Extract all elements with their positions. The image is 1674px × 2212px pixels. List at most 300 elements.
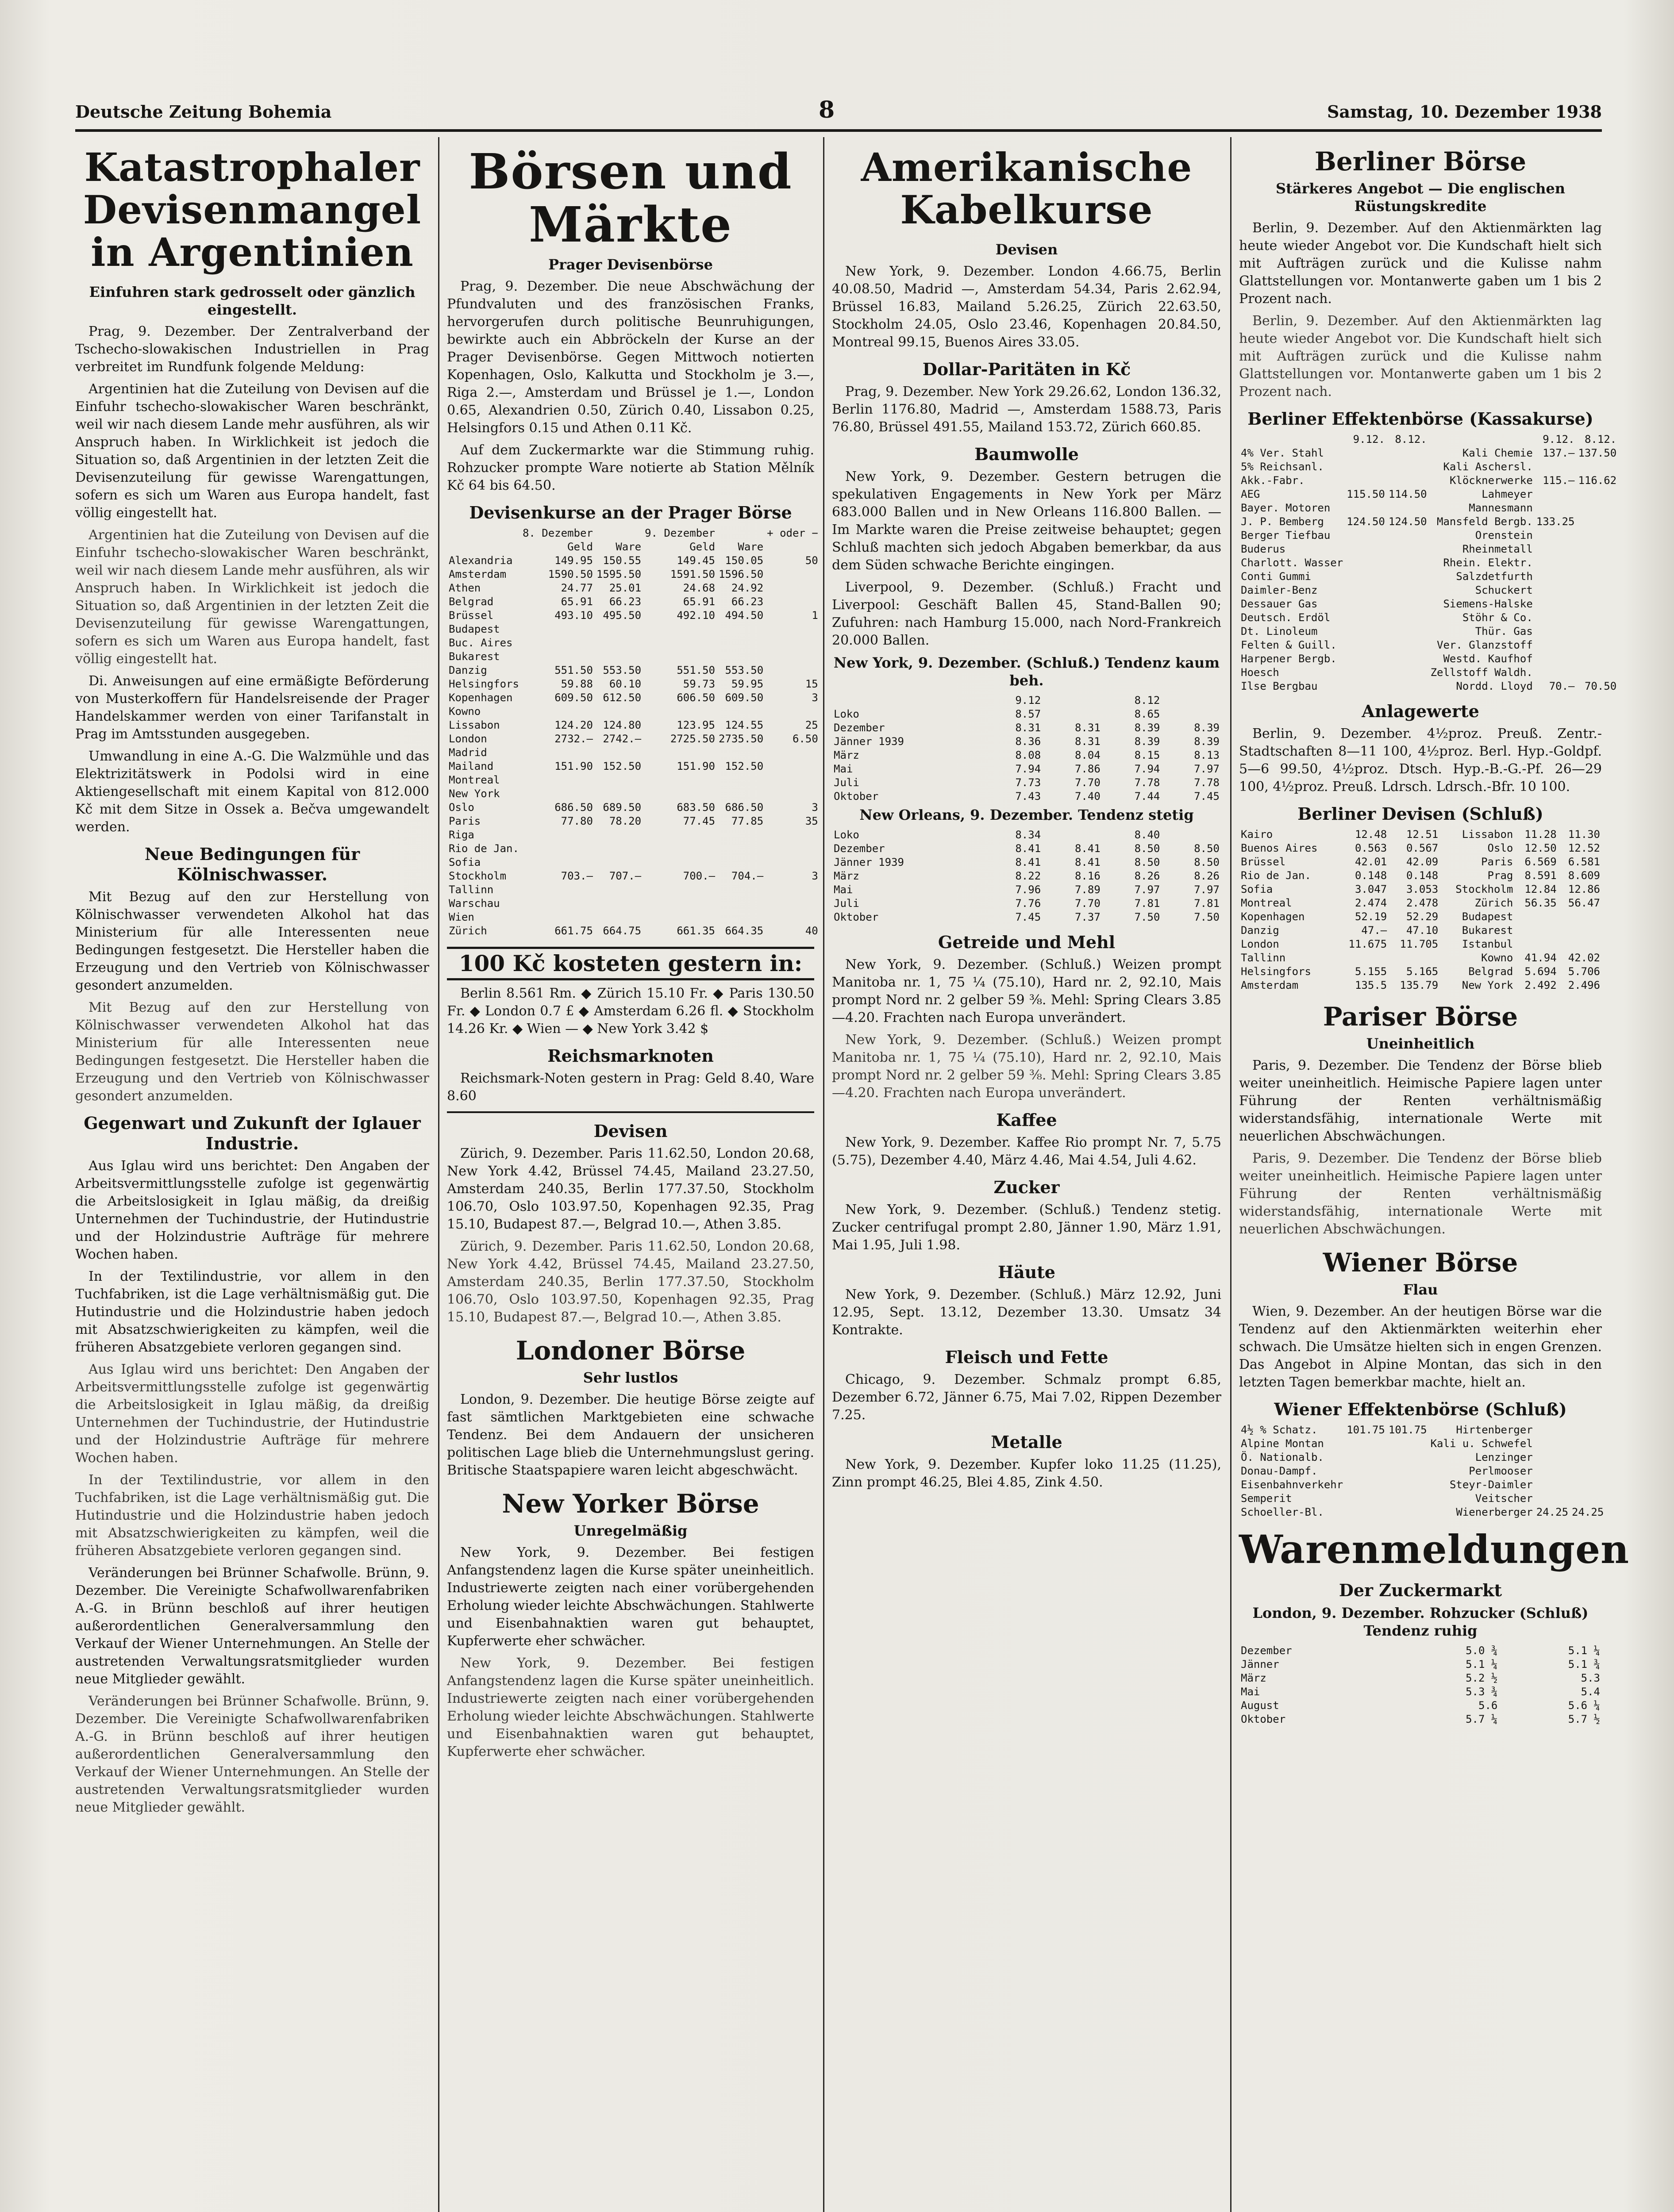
table-cell: 494.50	[725, 609, 764, 622]
table-cell	[1535, 501, 1577, 515]
table-cell: Madrid	[449, 746, 487, 759]
table-cell	[765, 883, 820, 897]
table-cell	[1345, 501, 1387, 515]
table-cell	[1535, 611, 1577, 625]
table-cell: London	[449, 733, 487, 745]
table-cell: 5.1 ¼	[1568, 1644, 1600, 1657]
table-cell: 7.50	[1134, 911, 1160, 923]
article-subtitle: Einfuhren stark gedrosselt oder gänzlich eingestellt.	[89, 284, 416, 318]
paragraph: Reichsmark-Noten gestern in Prag: Geld 8.40, Ware 8.60	[447, 1071, 814, 1104]
table-cell: 8.31	[1074, 735, 1101, 748]
table-row	[832, 694, 1221, 707]
table-cell	[643, 650, 717, 664]
table-cell: 135.5	[1355, 979, 1387, 991]
table-cell	[765, 897, 820, 910]
table-cell	[1576, 488, 1618, 501]
table-cell: 2732.—	[554, 733, 593, 745]
table-cell: März	[834, 749, 859, 761]
table-cell: Rio de Jan.	[449, 842, 519, 855]
table-cell: 7.86	[1074, 763, 1101, 775]
table-cell: Istanbul	[1462, 938, 1513, 950]
column-divider	[1230, 137, 1231, 2212]
table-cell: 7.37	[1074, 911, 1101, 923]
table-cell: 50	[805, 554, 818, 567]
table-cell: 151.90	[554, 760, 593, 772]
table-cell	[1345, 1464, 1387, 1478]
table-cell: 5.1 ¾	[1568, 1658, 1600, 1671]
table-cell	[765, 595, 820, 609]
table-cell: 5.706	[1568, 965, 1600, 978]
table-row	[447, 842, 820, 856]
table-cell: Tallinn	[1241, 952, 1286, 964]
table-cell	[595, 787, 643, 801]
table-cell: 70.50	[1584, 680, 1617, 692]
column-argentina	[75, 137, 429, 2212]
section-title: Berliner Börse	[1314, 146, 1527, 177]
table-cell: Dt. Linoleum	[1241, 625, 1318, 637]
table-row	[1239, 1685, 1602, 1699]
table-row	[832, 790, 1221, 803]
table-cell: 77.80	[561, 815, 593, 827]
paragraph: Prag, 9. Dezember. Der Zentralverband der Tschecho-slowakischen Industriellen in Prag verbreitet im Rundfunk folgende Meldung:	[75, 324, 429, 375]
table-cell: 24.92	[731, 582, 764, 594]
table-cell: 114.50	[1388, 488, 1427, 500]
table-cell: 8.36	[1015, 735, 1041, 748]
table-cell	[765, 622, 820, 636]
table-cell: Rheinmetall	[1462, 543, 1533, 555]
table-cell	[1387, 460, 1429, 474]
paragraph: Berlin, 9. Dezember. Auf den Aktienmärkten lag heute wieder Angebot vor. Die Kundschaft hielt sich mit Aufträgen zurück und die Kulisse nahm Glattstellungen vor. Montanwerte gaben um 1 bis 2 Prozent nach.	[1239, 220, 1602, 307]
table-cell: 47.—	[1361, 924, 1387, 937]
paragraph: Argentinien hat die Zuteilung von Devisen auf die Einfuhr tschecho-slowakischer Waren beschränkt, weil wir nach diesem Lande mehr ausführen, als wir Anspruch haben. In Wirklichkeit ist jedoch die Situation so, daß Argentinien in der letzten Zeit die Devisenzuteilung für gewisse Warengattungen, sofern es sich um Waren aus Europa handelt, fast völlig eingestellt hat.	[75, 527, 429, 667]
table-cell: 25.01	[609, 582, 642, 594]
table-cell: 8.16	[1074, 870, 1101, 882]
table-cell: 6.569	[1524, 856, 1557, 868]
table-cell: Charlott. Wasser	[1241, 557, 1343, 569]
paragraph: Berlin, 9. Dezember. Auf den Aktienmärkten lag heute wieder Angebot vor. Die Kundschaft hielt sich mit Aufträgen zurück und die Kulisse nahm Glattstellungen vor. Montanwerte gaben um 1 bis 2 Prozent nach.	[1239, 313, 1602, 399]
table-cell	[1535, 1437, 1570, 1451]
table-cell: 66.23	[731, 595, 764, 608]
table-cell: 2725.50	[670, 733, 716, 745]
paragraph: Veränderungen bei Brünner Schafwolle. Brünn, 9. Dezember. Die Vereinigte Schafwollwarenfabriken A.-G. in Brünn beschloß auf ihrer heutigen außerordentlichen Generalversammlung den Verkauf der Wiener Unternehmungen. An Stelle der austretenden Verwaltungsratsmitglieder wurden neue Mitglieder gewählt.	[75, 1694, 429, 1815]
table-cell	[1389, 951, 1440, 965]
table-cell: 7.76	[1015, 897, 1041, 910]
table-row	[1239, 597, 1618, 611]
table-cell	[595, 705, 643, 718]
table-cell: 7.94	[1134, 763, 1160, 775]
table-cell: Oktober	[1241, 1713, 1286, 1725]
table-cell: 5.6 ¼	[1568, 1699, 1600, 1712]
table-row	[1239, 979, 1602, 992]
column-divider	[823, 137, 824, 2212]
table-heading: London, 9. Dezember. Rohzucker (Schluß) Tendenz ruhig	[1252, 1605, 1589, 1639]
table-cell	[1429, 433, 1535, 446]
table-cell: Buenos Aires	[1241, 842, 1318, 854]
table-cell	[643, 705, 717, 718]
table-cell: 7.78	[1134, 776, 1160, 789]
table-cell: Bayer. Motoren	[1241, 502, 1331, 514]
table-heading: New Orleans, 9. Dezember. Tendenz stetig	[859, 806, 1194, 823]
table-row	[1239, 666, 1618, 680]
table-cell: 8.39	[1134, 735, 1160, 748]
table-row	[1239, 529, 1618, 542]
table-row	[447, 718, 820, 732]
table-cell: Brüssel	[449, 609, 494, 622]
table-cell	[521, 842, 595, 856]
table-cell	[521, 787, 595, 801]
table-cell: Geld	[689, 541, 716, 553]
table-cell	[1345, 611, 1387, 625]
table-cell: Geld	[567, 541, 593, 553]
table-cell: Steyr-Daimler	[1449, 1479, 1533, 1491]
table-cell: 8.65	[1134, 708, 1160, 720]
table-cell: Sofia	[1241, 883, 1273, 895]
table-cell	[765, 568, 820, 581]
table-cell: 551.50	[554, 664, 593, 676]
table-cell: 12.84	[1524, 883, 1557, 895]
table-cell: 1596.50	[719, 568, 764, 580]
table-cell	[1570, 1478, 1605, 1492]
table-cell: Ö. Nationalb.	[1241, 1451, 1324, 1463]
table-cell: Hirtenberger	[1456, 1424, 1533, 1436]
paragraph: Chicago, 9. Dezember. Schmalz prompt 6.85, Dezember 6.72, Jänner 6.75, Mai 7.02, Rippen Dezember 7.25.	[832, 1372, 1221, 1423]
column-boersen	[447, 137, 818, 2212]
table-cell: 7.43	[1015, 790, 1041, 803]
table-row	[447, 705, 820, 718]
table-cell	[1043, 707, 1102, 721]
table-cell: 1591.50	[670, 568, 716, 580]
table-cell: Stöhr & Co.	[1462, 611, 1533, 624]
paragraph: London, 9. Dezember. Die heutige Börse zeigte auf fast sämtlichen Marktgebieten eine schwache Tendenz. Bei dem Andauern der unsicheren politischen Lage blieb die Unternehmungslust gering. Britische Staatspapiere waren leicht abgeschwächt.	[447, 1392, 814, 1478]
table-cell	[1345, 597, 1387, 611]
table-cell: 78.20	[609, 815, 642, 827]
table-cell	[595, 622, 643, 636]
table-cell: 150.55	[603, 554, 642, 567]
table-row	[832, 762, 1221, 776]
table-row	[1239, 1478, 1605, 1492]
section-heading: Berliner Effektenbörse (Kassakurse)	[1247, 409, 1593, 429]
table-row	[447, 869, 820, 883]
table-cell: Budapest	[1462, 910, 1513, 923]
table-cell	[1387, 666, 1429, 680]
table-cell: 7.96	[1015, 883, 1041, 896]
table-cell: 7.81	[1134, 897, 1160, 910]
table-cell: 4½ % Schatz.	[1241, 1424, 1318, 1436]
table-cell: 52.19	[1355, 910, 1387, 923]
table-cell: 8.39	[1194, 722, 1220, 734]
table-cell: 8.08	[1015, 749, 1041, 761]
table-cell: 115.50	[1347, 488, 1385, 500]
table-cell: Oslo	[1487, 842, 1513, 854]
table-cell	[643, 787, 717, 801]
table-cell: Bukarest	[449, 650, 500, 663]
table-cell: 124.50	[1388, 515, 1427, 528]
table-cell: 133.25	[1536, 515, 1575, 528]
table-cell: Berger Tiefbau	[1241, 529, 1331, 541]
table-cell: 689.50	[603, 801, 642, 814]
table-cell: 553.50	[725, 664, 764, 676]
issue-date: Samstag, 10. Dezember 1938	[1327, 102, 1602, 122]
table-cell: 11.28	[1524, 828, 1557, 841]
table-cell: 9.12.	[1543, 433, 1575, 445]
table-cell: Thür. Gas	[1475, 625, 1533, 637]
table-cell	[1576, 542, 1618, 556]
table-cell	[1576, 638, 1618, 652]
table-row	[832, 776, 1221, 790]
table-cell: Harpener Bergb.	[1241, 653, 1337, 665]
table-cell	[1387, 474, 1429, 488]
table-cell: Nordd. Lloyd	[1456, 680, 1533, 692]
table-cell: Danzig	[449, 664, 487, 676]
paragraph: Zürich, 9. Dezember. Paris 11.62.50, London 20.68, New York 4.42, Brüssel 74.45, Mailand 23.27.50, Amsterdam 240.35, Berlin 177.37.50, Stockholm 106.70, Oslo 103.97.50, Kopenhagen 92.35, Prag 15.10, Budapest 87.—, Belgrad 10.—, Athen 3.85.	[447, 1146, 814, 1232]
table-cell: 7.89	[1074, 883, 1101, 896]
table-cell: Westd. Kaufhof	[1443, 653, 1533, 665]
paragraph: Prag, 9. Dezember. Die neue Abschwächung der Pfundvaluten und des französischen Franks, hervorgerufen durch politische Beunruhigungen, bewirkte auch ein Abbröckeln der Kurse an der Prager Devisenbörse. Gegen Mittwoch notierten Kopenhagen, Oslo, Kalkutta und Stockholm je 3.—, Riga 2.—, Amsterdam und Brüssel je 1.—, London 0.65, Alexandrien 0.50, Zürich 0.40, Lissabon 0.25, Helsingfors 0.15 und Athen 0.11 Kč.	[447, 279, 814, 436]
table-cell: Loko	[834, 829, 859, 841]
table-cell	[765, 842, 820, 856]
table-cell	[521, 897, 595, 910]
table-row	[447, 609, 820, 622]
table-cell: 24.77	[561, 582, 593, 594]
table-cell	[447, 526, 521, 540]
table-cell: Budapest	[449, 623, 500, 635]
table-row	[447, 814, 820, 828]
table-cell	[1239, 433, 1345, 446]
table-cell	[1535, 597, 1577, 611]
table-row	[447, 897, 820, 910]
table-cell: 492.10	[677, 609, 716, 622]
table-cell: Oktober	[834, 911, 879, 923]
table-cell: 8.50	[1134, 842, 1160, 855]
table-cell	[595, 650, 643, 664]
table-cell: Mansfeld Bergb.	[1437, 515, 1533, 528]
paragraph: In der Textilindustrie, vor allem in den Tuchfabriken, ist die Lage verhältnismäßig gut. Die Hutindustrie und die Holzindustrie haben jedoch mit Absatzschwierigkeiten zu kämpfen, weil die früheren Absatzgebiete verloren gegangen sind.	[75, 1269, 429, 1355]
table-row	[447, 595, 820, 609]
table-cell: 0.148	[1406, 869, 1439, 882]
berlin-devisen-table	[1239, 828, 1602, 992]
table-cell: 124.80	[603, 719, 642, 731]
table-cell: 8.34	[1015, 829, 1041, 841]
table-cell	[1387, 638, 1429, 652]
table-cell	[1345, 556, 1387, 570]
table-cell	[1345, 529, 1387, 542]
table-cell	[717, 787, 765, 801]
table-row	[1239, 896, 1602, 910]
table-cell: 8.591	[1524, 869, 1557, 882]
paragraph: Aus Iglau wird uns berichtet: Den Angaben der Arbeitsvermittlungsstelle zufolge ist gegenwärtig die Arbeitslosigkeit in Iglau mäßig, da dreißig Unternehmen der Tuchindustrie, der Hutindustrie und der Holzindustrie Aufträge für mehrere Wochen haben.	[75, 1362, 429, 1466]
table-cell: Daimler-Benz	[1241, 584, 1318, 596]
table-cell: 2742.—	[603, 733, 642, 745]
table-cell	[1535, 666, 1577, 680]
table-cell: 5.3 ¾	[1466, 1686, 1498, 1698]
table-cell: 77.85	[731, 815, 764, 827]
table-row	[1239, 1658, 1602, 1671]
column-divider	[438, 137, 439, 2212]
table-row	[1239, 910, 1602, 924]
table-cell: 7.50	[1194, 911, 1220, 923]
table-cell: 7.94	[1015, 763, 1041, 775]
table-cell	[1162, 694, 1221, 707]
table-cell: 551.50	[677, 664, 716, 676]
table-cell: Jänner 1939	[834, 856, 904, 868]
table-cell: Salzdetfurth	[1456, 570, 1533, 583]
table-cell: Siemens-Halske	[1443, 598, 1533, 610]
table-cell	[1559, 910, 1602, 924]
table-row	[447, 924, 820, 938]
table-cell: 493.10	[554, 609, 593, 622]
table-cell	[1576, 597, 1618, 611]
table-row	[1239, 1423, 1605, 1437]
table-cell	[521, 746, 595, 760]
table-cell	[1535, 1492, 1570, 1505]
section-subtitle: Stärkeres Angebot — Die englischen Rüstungskredite	[1275, 180, 1566, 215]
table-cell: 5.155	[1355, 965, 1387, 978]
table-row	[832, 735, 1221, 749]
table-cell: 5.6	[1478, 1699, 1498, 1712]
section-heading: Zucker	[993, 1177, 1060, 1197]
table-cell: 8.609	[1568, 869, 1600, 882]
paragraph: Paris, 9. Dezember. Die Tendenz der Börse blieb weiter uneinheitlich. Heimische Papiere lagen unter Führung der Renten verhältnismäßig widerstandsfähig, internationale Werte mit neuerlichen Abschwächungen.	[1239, 1058, 1602, 1144]
table-cell: Ilse Bergbau	[1241, 680, 1318, 692]
running-header	[75, 96, 1602, 127]
section-subtitle: Flau	[1403, 1281, 1438, 1298]
table-cell	[595, 897, 643, 910]
table-cell: 5.2 ½	[1466, 1672, 1498, 1684]
table-row	[832, 856, 1221, 869]
table-cell: + oder −	[767, 527, 818, 539]
table-row	[1239, 828, 1602, 841]
table-cell	[1345, 680, 1387, 693]
table-row	[1239, 652, 1618, 666]
section-title: New Yorker Börse	[502, 1489, 759, 1519]
table-cell	[643, 828, 717, 842]
table-cell: Montreal	[1241, 897, 1292, 909]
table-cell	[1576, 666, 1618, 680]
table-cell	[717, 526, 765, 540]
section-subtitle: Unregelmäßig	[573, 1522, 688, 1539]
table-cell: 0.563	[1355, 842, 1387, 854]
table-cell: Veitscher	[1475, 1492, 1533, 1505]
table-cell: Oslo	[449, 801, 474, 814]
paragraph: Mit Bezug auf den zur Herstellung von Kölnischwasser verwendeten Alkohol hat das Ministerium für alle Interessenten neue Bedingungen festgesetzt. Die Hersteller haben die Erzeugung und den Vertrieb von Kölnischwasser gesondert anzumelden.	[75, 1000, 429, 1104]
table-cell	[643, 622, 717, 636]
table-cell: Rio de Jan.	[1241, 869, 1311, 882]
section-heading: Metalle	[991, 1432, 1062, 1452]
table-cell: 137.—	[1543, 447, 1575, 459]
paragraph: New York, 9. Dezember. (Schluß.) Tendenz stetig. Zucker centrifugal prompt 2.80, Jänner 1.90, März 1.91, Mai 1.95, Juli 1.98.	[832, 1202, 1221, 1253]
table-cell: 8.41	[1074, 842, 1101, 855]
table-cell: 12.52	[1568, 842, 1600, 854]
table-cell: 42.02	[1568, 952, 1600, 964]
table-cell: 8.12.	[1395, 433, 1427, 445]
table-row	[1239, 883, 1602, 896]
sugar-table	[1239, 1644, 1602, 1726]
table-cell: Belgrad	[1468, 965, 1513, 978]
table-cell	[1387, 680, 1429, 693]
table-row	[832, 883, 1221, 897]
section-title: Börsen und Märkte	[469, 143, 793, 253]
table-cell	[717, 828, 765, 842]
table-cell	[643, 856, 717, 869]
table-cell	[521, 773, 595, 787]
table-row	[832, 828, 1221, 842]
table-cell: Ver. Glanzstoff	[1437, 639, 1533, 651]
paragraph: Wien, 9. Dezember. An der heutigen Börse war die Tendenz auf den Aktienmärkten weiterhin eher schwach. Die Umsätze hielten sich in engen Grenzen. Das Angebot in Alpine Montan, das sich in den letzten Tagen bemerkbar machte, hielt an.	[1239, 1304, 1602, 1390]
table-cell: Zellstoff Waldh.	[1430, 666, 1533, 679]
table-row	[1239, 937, 1602, 951]
table-cell: 149.45	[677, 554, 716, 567]
table-cell: Deutsch. Erdöl	[1241, 611, 1331, 624]
table-cell: 686.50	[554, 801, 593, 814]
table-cell: Amsterdam	[1241, 979, 1299, 991]
table-cell	[1162, 707, 1221, 721]
paragraph: Berlin, 9. Dezember. 4½proz. Preuß. Zentr.-Stadtschaften 8—11 100, 4½proz. Berl. Hyp.-Goldpf. 5—6 99.50, 4½proz. Dtsch. Hyp.-B.-G.-Pf. 26—29 100, 4½proz. Preuß. Ldrsch. Ldrsch.-Bfr. 10 100.	[1239, 726, 1602, 795]
table-heading: New York, 9. Dezember. (Schluß.) Tendenz kaum beh.	[833, 654, 1220, 689]
table-row	[1239, 556, 1618, 570]
table-cell: 686.50	[725, 801, 764, 814]
table-cell	[595, 636, 643, 650]
table-cell	[521, 650, 595, 664]
table-cell: Sofia	[449, 856, 481, 868]
table-cell: 612.50	[603, 691, 642, 704]
table-cell	[1535, 584, 1577, 597]
table-cell	[717, 746, 765, 760]
table-row	[1239, 584, 1618, 597]
table-row	[1239, 488, 1618, 501]
table-cell: 152.50	[603, 760, 642, 772]
table-cell: 8.12.	[1584, 433, 1617, 445]
table-row	[1239, 433, 1618, 446]
table-cell: 2735.50	[719, 733, 764, 745]
table-cell: J. P. Bemberg	[1241, 515, 1324, 528]
table-cell: 700.—	[683, 870, 716, 882]
table-cell: 4% Ver. Stahl	[1241, 447, 1324, 459]
table-cell: Oktober	[834, 790, 879, 803]
table-cell	[1576, 625, 1618, 638]
table-row	[447, 732, 820, 746]
table-cell: Dezember	[834, 722, 885, 734]
table-row	[447, 650, 820, 664]
table-cell	[1387, 611, 1429, 625]
table-cell: Helsingfors	[1241, 965, 1311, 978]
table-cell	[1387, 1451, 1429, 1464]
paragraph: Zürich, 9. Dezember. Paris 11.62.50, London 20.68, New York 4.42, Brüssel 74.45, Mailand 23.27.50, Amsterdam 240.35, Berlin 177.37.50, Stockholm 106.70, Oslo 103.97.50, Kopenhagen 92.35, Prag 15.10, Budapest 87.—, Belgrad 10.—, Athen 3.85.	[447, 1239, 814, 1325]
table-cell: 152.50	[725, 760, 764, 772]
table-title: Devisenkurse an der Prager Börse	[469, 503, 792, 522]
table-cell	[1576, 611, 1618, 625]
table-cell: 7.97	[1134, 883, 1160, 896]
paragraph: New York, 9. Dezember. Bei festigen Anfangstendenz lagen die Kurse später uneinheitlich. Industriewerte zeigten nach einer vorübergehenden Erholung wieder leichte Abschwächungen. Stahlwerte und Eisenbahnaktien waren gut behauptet, Kupferwerte eher schwächer.	[447, 1545, 814, 1649]
table-cell: 7.97	[1194, 883, 1220, 896]
table-row	[1239, 1713, 1602, 1726]
table-cell: 5.165	[1406, 965, 1439, 978]
table-cell: 703.—	[561, 870, 593, 882]
table-row	[832, 897, 1221, 910]
table-cell: 553.50	[603, 664, 642, 676]
table-cell: 664.35	[725, 925, 764, 937]
table-cell: 606.50	[677, 691, 716, 704]
table-cell: Mai	[834, 763, 853, 775]
table-cell: 24.68	[683, 582, 716, 594]
paragraph: Veränderungen bei Brünner Schafwolle. Brünn, 9. Dezember. Die Vereinigte Schafwollwarenfabriken A.-G. in Brünn beschloß auf ihrer heutigen außerordentlichen Generalversammlung den Verkauf der Wiener Unternehmungen. An Stelle der austretenden Verwaltungsratsmitglieder wurden neue Mitglieder gewählt.	[75, 1565, 429, 1687]
table-cell	[765, 856, 820, 869]
table-cell: 7.78	[1194, 776, 1220, 789]
table-cell	[1576, 501, 1618, 515]
table-row	[447, 746, 820, 760]
table-cell	[643, 842, 717, 856]
paragraph: New York, 9. Dezember. (Schluß.) März 12.92, Juni 12.95, Sept. 13.12, Dezember 13.30. Umsatz 34 Kontrakte.	[832, 1287, 1221, 1338]
table-row	[447, 773, 820, 787]
